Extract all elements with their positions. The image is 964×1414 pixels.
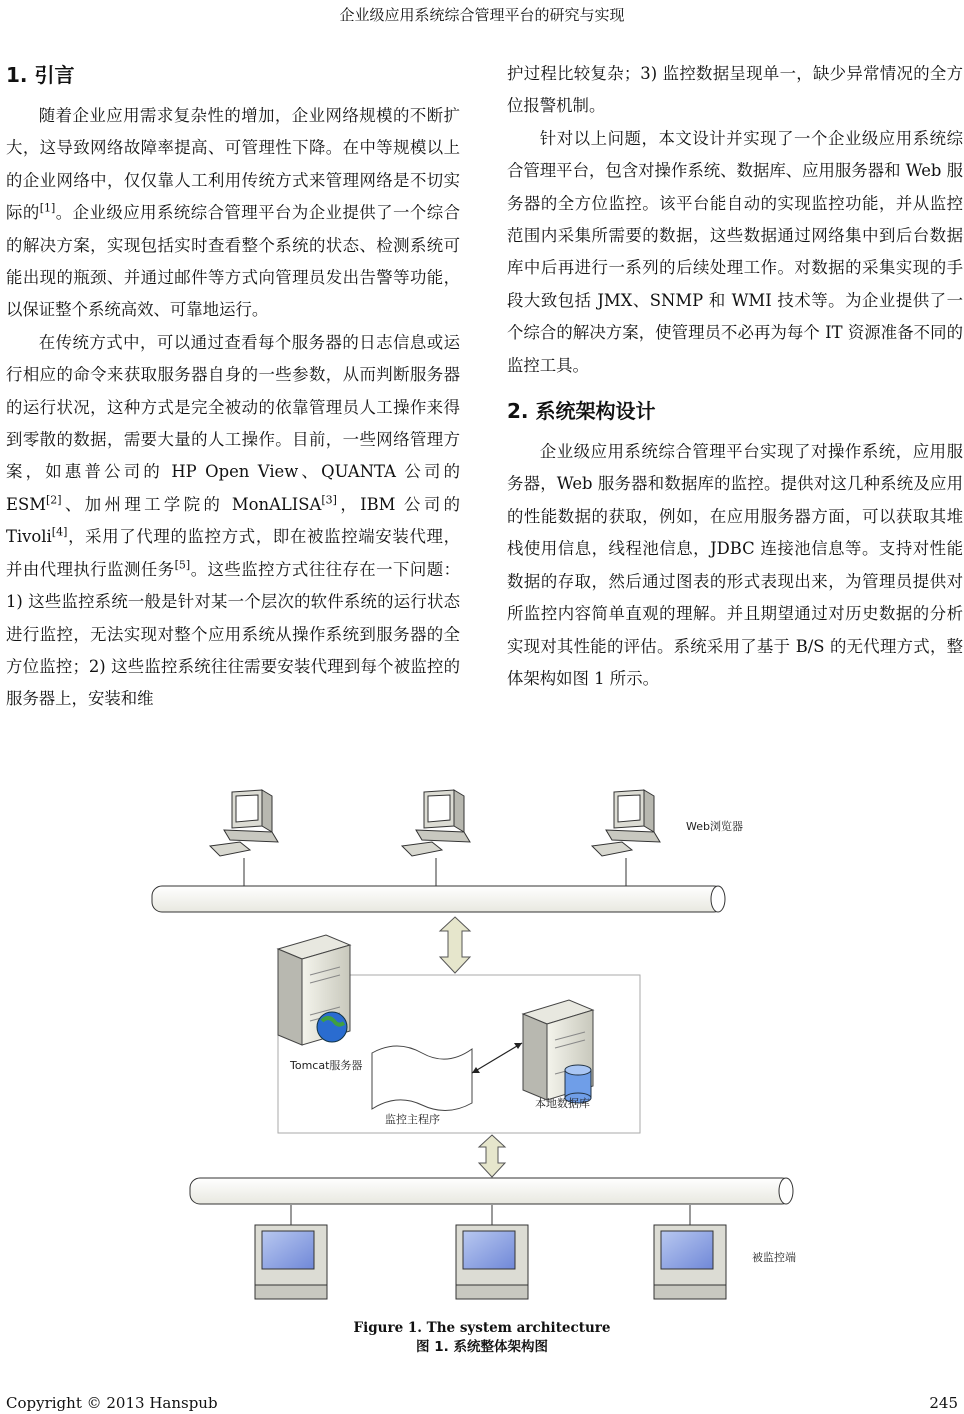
left-column xyxy=(6,58,460,716)
double-arrow-icon xyxy=(440,917,470,973)
figure-caption xyxy=(0,1319,964,1357)
citation-3: [3] xyxy=(321,493,337,507)
monitored-computer-icon xyxy=(654,1205,726,1299)
citation-4: [4] xyxy=(51,525,68,539)
database-server-icon xyxy=(523,1000,593,1103)
section-1-paragraph-2-continued: 护过程比较复杂；3) 监控数据呈现单一，缺少异常情况的全方位报警机制。 xyxy=(507,64,963,116)
running-header: 企业级应用系统综合管理平台的研究与实现 xyxy=(339,6,625,24)
tomcat-label: Tomcat服务器 xyxy=(290,1059,363,1072)
section-2-paragraph-1: 企业级应用系统综合管理平台实现了对操作系统，应用服务器，Web 服务器和数据库的监控。提供对这几种系统及应用的性能数据的获取，例如，在应用服务器方面，可以获取其堆栈使用信息，线程池信息，JDBC 连接池信息等。支持对性能数据的存取，然后通过图表的形式表现出来，为管理员提供对所监控内容简单直观的理解。并且期望通过对历史数据的分析实现对其性能的评估。系统采用了基于 B/S 的无代理方式，整体架构如图 1 所示。 xyxy=(507,442,963,688)
citation-1: [1] xyxy=(39,201,56,215)
monitored-computer-icon xyxy=(255,1205,327,1299)
caption-chinese: 图 1. 系统整体架构图 xyxy=(416,1339,548,1355)
architecture-diagram xyxy=(140,785,840,1315)
para-text: 在传统方式中，可以通过查看每个服务器的日志信息或运行相应的命令来获取服务器自身的一些参数，从而判断服务器的运行状况，这种方式是完全被动的依靠管理员人工操作来得到零散的数据，需要大量的人工操作。目前，一些网络管理方案，如惠普公司的 HP Open View、QUANTA 公司的 ESM xyxy=(6,332,460,514)
para-text: ，采用了代理的监控方式，即在被监控端安装代理，并由代理执行监测任务 xyxy=(6,527,460,579)
para-text: ，IBM 公司的 Tivoli xyxy=(6,494,460,547)
page-number: 245 xyxy=(929,1394,958,1412)
workstation-icon xyxy=(402,790,470,890)
architecture-figure xyxy=(140,785,840,1315)
copyright-notice: Copyright © 2013 Hanspub xyxy=(6,1394,218,1412)
caption-english: Figure 1. The system architecture xyxy=(353,1320,611,1336)
top-network-bus xyxy=(152,886,725,912)
bottom-network-bus xyxy=(190,1178,793,1204)
browser-label: Web浏览器 xyxy=(686,820,743,833)
citation-2: [2] xyxy=(45,493,62,507)
right-column xyxy=(507,58,963,695)
section-2-heading: 2. 系统架构设计 xyxy=(507,399,656,424)
section-1-heading: 1. 引言 xyxy=(6,63,75,87)
workstation-icon xyxy=(592,790,660,890)
monitor-program-label: 监控主程序 xyxy=(385,1113,440,1126)
double-arrow-icon xyxy=(479,1135,505,1177)
section-1-paragraph-3: 针对以上问题，本文设计并实现了一个企业级应用系统综合管理平台，包含对操作系统、数据库、应用服务器和 Web 服务器的全方位监控。该平台能自动的实现监控功能，并从监控范围内采集所需要的数据，这些数据通过网络集中到后台数据库中后再进行一系列的后续处理工作。对数据的采集实现的手段大致包括 JMX、SNMP 和 WMI 技术等。为企业提供了一个综合的解决方案，使管理员不必再为每个 IT 资源准备不同的监控工具。 xyxy=(507,128,963,375)
tomcat-server-icon xyxy=(278,935,350,1045)
para-text: 。这些监控方式往往存在一下问题：1) 这些监控系统一般是针对某一个层次的软件系统的运行状态进行监控，无法实现对整个应用系统从操作系统到服务器的全方位监控；2) 这些监控系统往往需要安装代理到每个被监控的服务器上，安装和维 xyxy=(6,559,461,709)
section-1-paragraph-2 xyxy=(6,327,460,716)
monitored-label: 被监控端 xyxy=(752,1251,796,1264)
database-label: 本地数据库 xyxy=(535,1097,590,1110)
para-text: 、加州理工学院的 MonALISA xyxy=(61,494,322,514)
para-text: 随着企业应用需求复杂性的增加，企业网络规模的不断扩大，这导致网络故障率提高、可管理性下降。在中等规模以上的企业网络中，仅仅靠人工利用传统方式来管理网络是不切实际的 xyxy=(6,106,460,223)
para-text: 。企业级应用系统综合管理平台为企业提供了一个综合的解决方案，实现包括实时查看整个系统的状态、检测系统可能出现的瓶颈、并通过邮件等方式向管理员发出告警等功能，以保证整个系统高效、可靠地运行。 xyxy=(6,203,461,320)
citation-5: [5] xyxy=(174,558,191,572)
section-1-paragraph-1 xyxy=(6,100,460,327)
workstation-icon xyxy=(210,790,278,890)
monitored-computer-icon xyxy=(456,1205,528,1299)
